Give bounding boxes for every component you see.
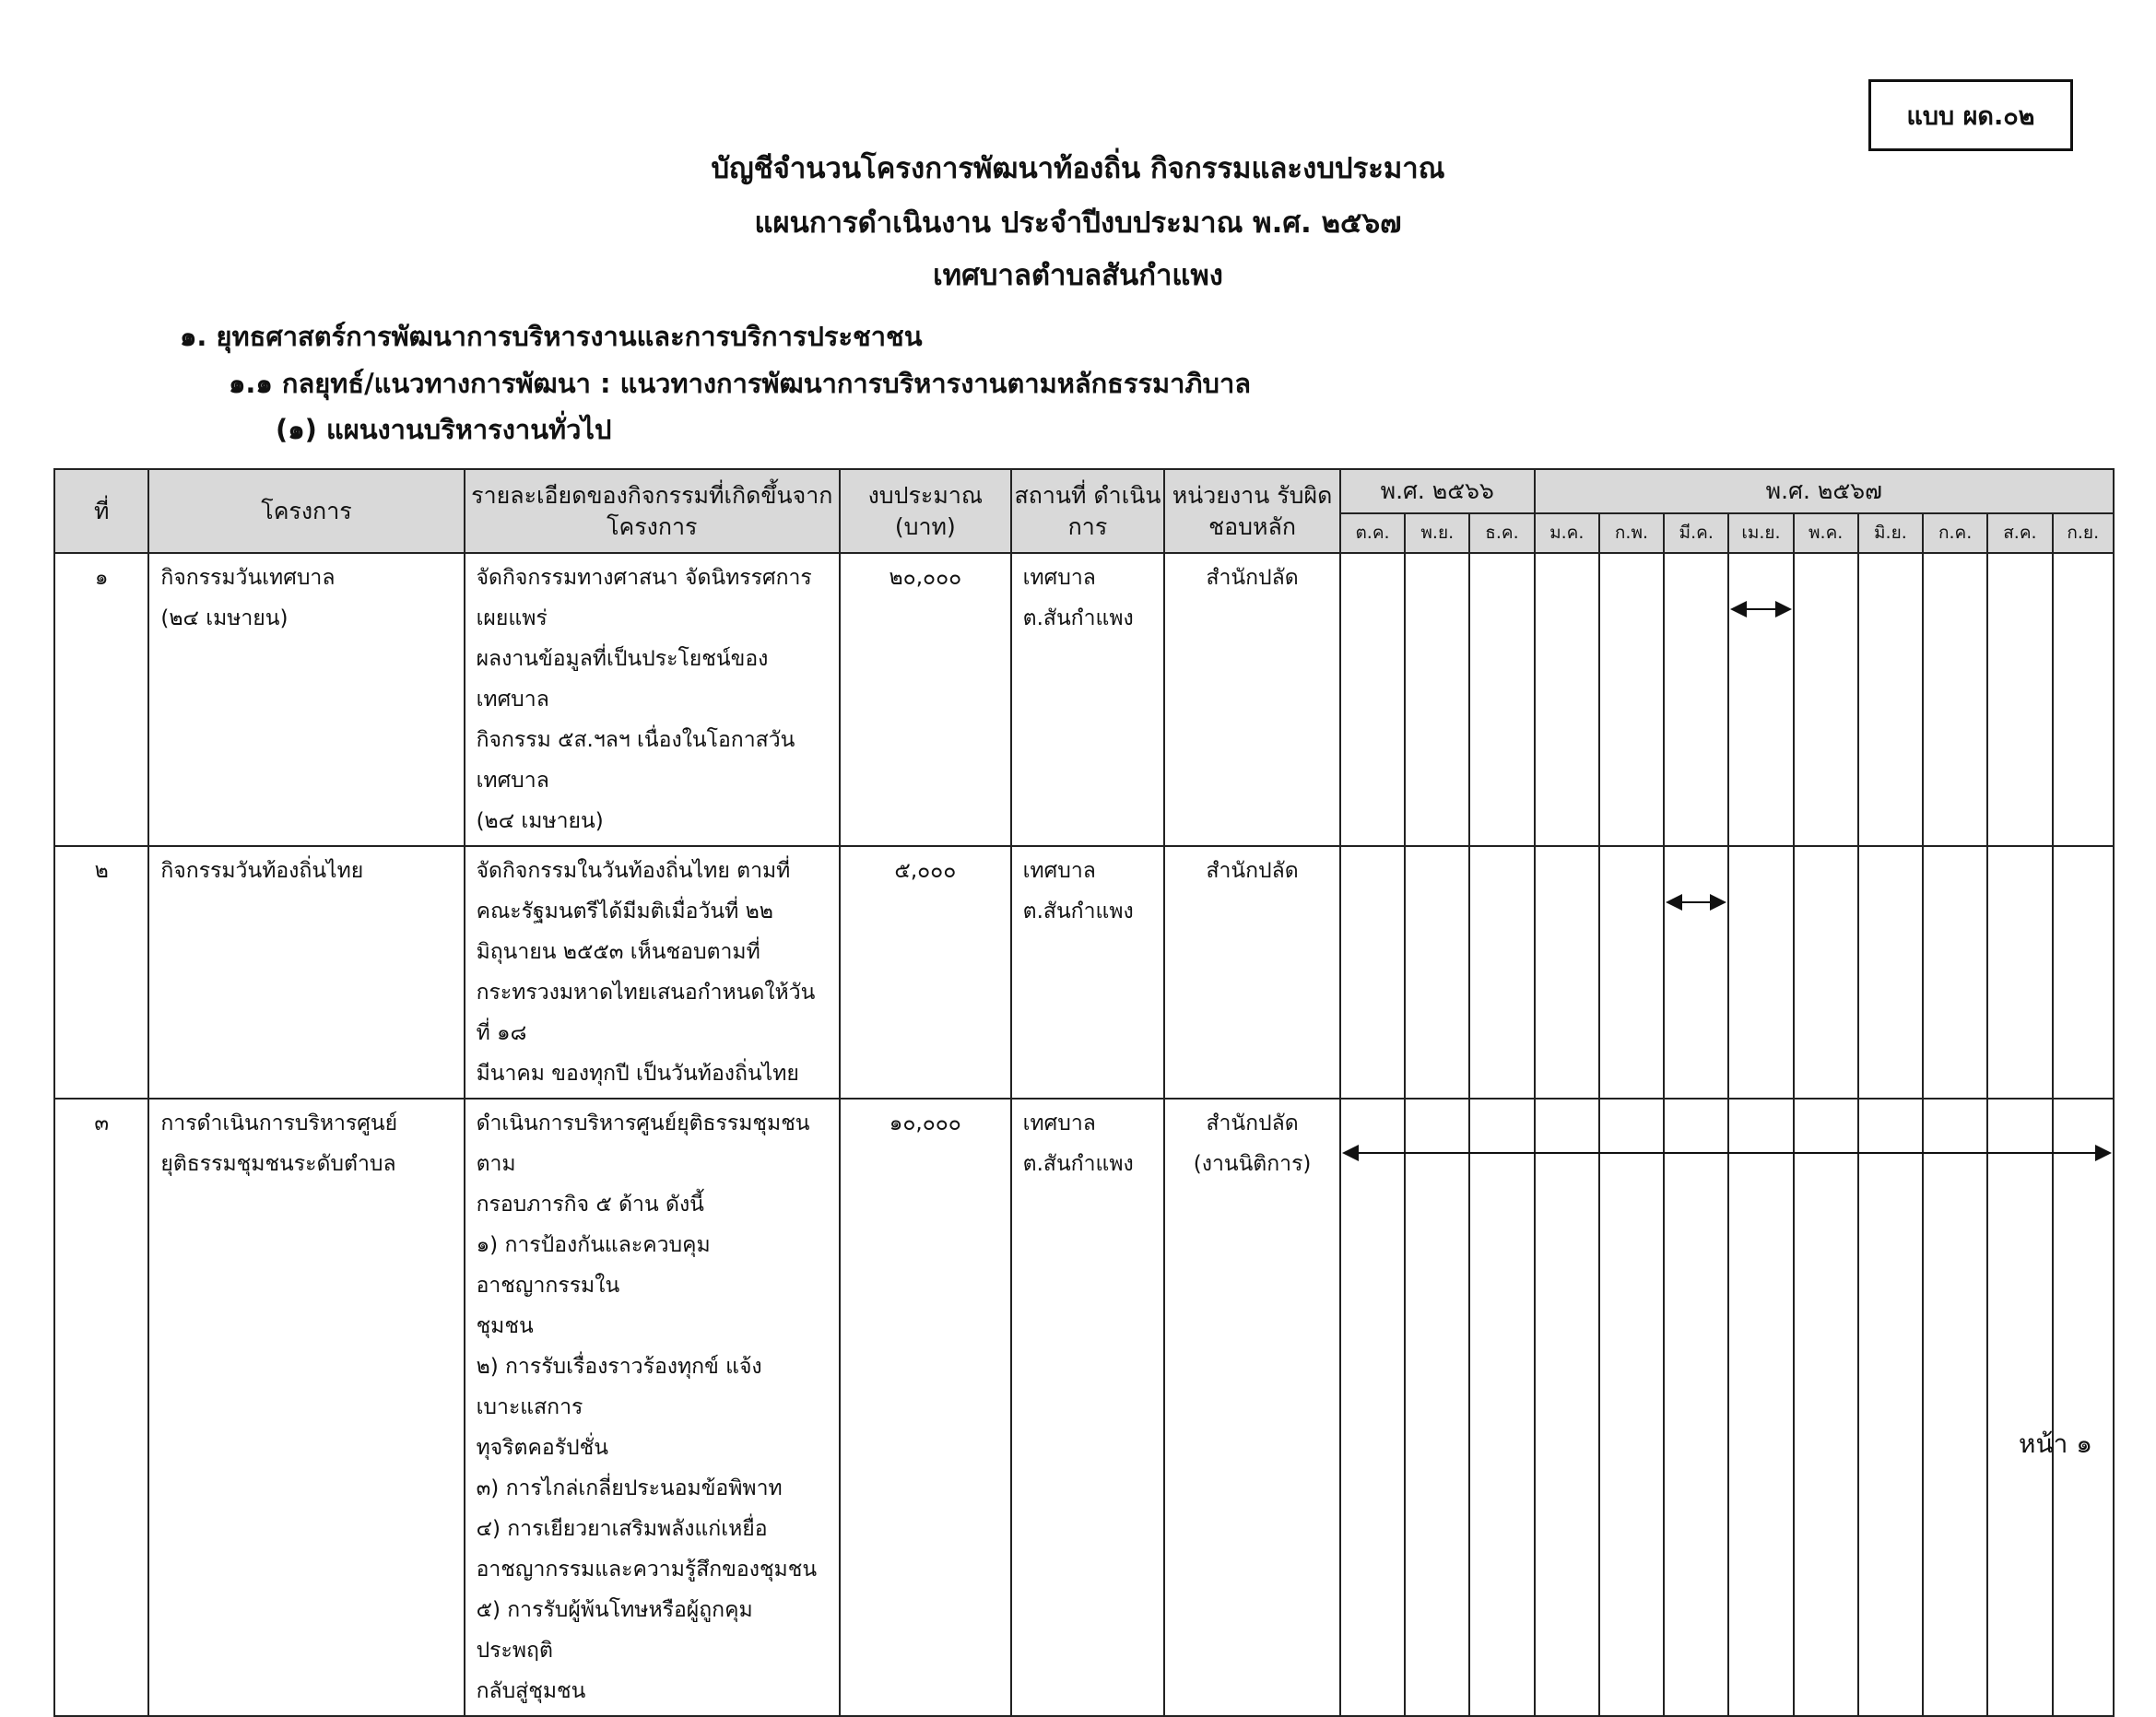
month-cell [1340, 846, 1405, 1099]
project-line: ยุติธรรมชุมชนระดับตำบล [160, 1152, 396, 1176]
detail-line: ชุมชน [476, 1314, 534, 1338]
month-cell [1340, 553, 1405, 846]
project-line: การดำเนินการบริหารศูนย์ [160, 1111, 398, 1135]
header-month: มี.ค. [1664, 513, 1728, 553]
place-line: ต.สันกำแพง [1022, 606, 1134, 630]
month-cell [1794, 553, 1858, 846]
project-cell [148, 1099, 464, 1716]
row-number: ๓ [54, 1099, 148, 1716]
month-cell [1858, 1099, 1923, 1716]
detail-cell [465, 553, 840, 846]
detail-line: ๔) การเยียวยาเสริมพลังแก่เหยื่อ [476, 1517, 768, 1541]
header-budget: งบประมาณ (บาท) [840, 469, 1011, 553]
project-cell [148, 553, 464, 846]
detail-line: มิถุนายน ๒๕๕๓ เห็นชอบตามที่ [476, 940, 760, 964]
unit-line: สำนักปลัด [1206, 566, 1299, 590]
detail-line: กระทรวงมหาดไทยเสนอกำหนดให้วันที่ ๑๘ [476, 981, 816, 1045]
month-cell [1987, 846, 2052, 1099]
project-line: กิจกรรมวันท้องถิ่นไทย [160, 859, 364, 883]
detail-cell [465, 1099, 840, 1716]
header-month: พ.ย. [1405, 513, 1469, 553]
month-cell [1728, 553, 1793, 846]
place-cell [1011, 846, 1165, 1099]
month-cell [1923, 553, 1987, 846]
form-code-box: แบบ ผด.๐๒ [1868, 79, 2073, 151]
place-line: ต.สันกำแพง [1022, 900, 1134, 923]
plan-heading: (๑) แผนงานบริหารงานทั่วไป [276, 414, 612, 445]
month-cell [1664, 846, 1728, 1099]
header-place: สถานที่ ดำเนินการ [1011, 469, 1165, 553]
month-cell [1599, 553, 1664, 846]
unit-cell [1164, 846, 1340, 1099]
detail-line: กิจกรรม ๕ส.ฯลฯ เนื่องในโอกาสวันเทศบาล [476, 728, 795, 793]
project-plan-table [53, 468, 2115, 1717]
header-project: โครงการ [148, 469, 464, 553]
detail-line: ผลงานข้อมูลที่เป็นประโยชน์ของเทศบาล [476, 647, 769, 711]
detail-line: ๕) การรับผู้พ้นโทษหรือผู้ถูกคุมประพฤติ [476, 1598, 753, 1663]
detail-line: ๓) การไกล่เกลี่ยประนอมข้อพิพาท [476, 1476, 783, 1500]
schedule-arrow [1732, 608, 1789, 610]
month-cell [1405, 846, 1469, 1099]
document-title-line-2: แผนการดำเนินงาน ประจำปีงบประมาณ พ.ศ. ๒๕๖๗ [754, 206, 1402, 240]
unit-cell [1164, 1099, 1340, 1716]
schedule-arrow [1667, 901, 1725, 903]
page-number: หน้า ๑ [2019, 1429, 2092, 1459]
budget-cell: ๑๐,๐๐๐ [840, 1099, 1011, 1716]
month-cell [1664, 1099, 1728, 1716]
document-title-line-1: บัญชีจำนวนโครงการพัฒนาท้องถิ่น กิจกรรมและงบประมาณ [711, 152, 1445, 185]
project-cell [148, 846, 464, 1099]
month-cell [1405, 553, 1469, 846]
document-title-line-3: เทศบาลตำบลสันกำแพง [933, 259, 1223, 292]
month-cell [1923, 1099, 1987, 1716]
header-month: ก.ค. [1923, 513, 1987, 553]
detail-line: มีนาคม ของทุกปี เป็นวันท้องถิ่นไทย [476, 1062, 799, 1086]
detail-line: จัดกิจกรรมทางศาสนา จัดนิทรรศการเผยแพร่ [476, 566, 812, 630]
month-cell [1469, 553, 1534, 846]
header-month: มิ.ย. [1858, 513, 1923, 553]
month-cell [2053, 553, 2115, 846]
month-cell [1923, 846, 1987, 1099]
header-month: ธ.ค. [1469, 513, 1534, 553]
month-cell [1405, 1099, 1469, 1716]
detail-line: ๑) การป้องกันและควบคุมอาชญากรรมใน [476, 1233, 711, 1298]
row-number: ๒ [54, 846, 148, 1099]
header-unit: หน่วยงาน รับผิดชอบหลัก [1164, 469, 1340, 553]
detail-line: ทุจริตคอรัปชั่น [476, 1436, 608, 1460]
place-line: ต.สันกำแพง [1022, 1152, 1134, 1176]
month-cell [1599, 1099, 1664, 1716]
unit-cell [1164, 553, 1340, 846]
month-cell [1987, 553, 2052, 846]
place-line: เทศบาล [1022, 1111, 1096, 1135]
month-cell [1858, 553, 1923, 846]
table-row [54, 553, 2114, 846]
header-month: ก.ย. [2053, 513, 2115, 553]
month-cell [2053, 846, 2115, 1099]
month-cell [1535, 553, 1599, 846]
month-cell [1664, 553, 1728, 846]
approach-heading: ๑.๑ กลยุทธ์/แนวทางการพัฒนา : แนวทางการพัฒนาการบริหารงานตามหลักธรรมาภิบาล [229, 368, 1252, 399]
header-month: ม.ค. [1535, 513, 1599, 553]
unit-line: สำนักปลัด [1206, 1111, 1299, 1135]
budget-cell: ๒๐,๐๐๐ [840, 553, 1011, 846]
header-no: ที่ [54, 469, 148, 553]
month-cell [1794, 846, 1858, 1099]
header-month: ต.ค. [1340, 513, 1405, 553]
project-line: กิจกรรมวันเทศบาล [160, 566, 336, 590]
month-cell [1535, 1099, 1599, 1716]
place-cell [1011, 553, 1165, 846]
month-cell [1469, 846, 1534, 1099]
header-year-2566: พ.ศ. ๒๕๖๖ [1340, 469, 1535, 513]
month-cell [1340, 1099, 1405, 1716]
month-cell [2053, 1099, 2115, 1716]
project-line: (๒๔ เมษายน) [160, 606, 289, 630]
month-cell [1858, 846, 1923, 1099]
detail-line: กลับสู่ชุมชน [476, 1679, 586, 1703]
header-detail: รายละเอียดของกิจกรรมที่เกิดขึ้นจากโครงการ [465, 469, 840, 553]
header-month: ก.พ. [1599, 513, 1664, 553]
month-cell [1728, 1099, 1793, 1716]
header-month: เม.ย. [1728, 513, 1793, 553]
month-cell [1987, 1099, 2052, 1716]
table-row [54, 1099, 2114, 1716]
strategy-heading: ๑. ยุทธศาสตร์การพัฒนาการบริหารงานและการบริการประชาชน [180, 321, 923, 352]
month-cell [1535, 846, 1599, 1099]
detail-cell [465, 846, 840, 1099]
detail-line: คณะรัฐมนตรีได้มีมติเมื่อวันที่ ๒๒ [476, 900, 773, 923]
place-line: เทศบาล [1022, 859, 1096, 883]
detail-line: (๒๔ เมษายน) [476, 809, 604, 833]
unit-line: สำนักปลัด [1206, 859, 1299, 883]
header-month: พ.ค. [1794, 513, 1858, 553]
row-number: ๑ [54, 553, 148, 846]
budget-cell: ๕,๐๐๐ [840, 846, 1011, 1099]
unit-line: (งานนิติการ) [1193, 1152, 1312, 1176]
detail-line: ดำเนินการบริหารศูนย์ยุติธรรมชุมชน ตาม [476, 1111, 810, 1176]
place-cell [1011, 1099, 1165, 1716]
header-year-2567: พ.ศ. ๒๕๖๗ [1535, 469, 2114, 513]
place-line: เทศบาล [1022, 566, 1096, 590]
detail-line: ๒) การรับเรื่องราวร้องทุกข์ แจ้งเบาะแสการ [476, 1355, 762, 1419]
month-cell [1599, 846, 1664, 1099]
month-cell [1469, 1099, 1534, 1716]
header-month: ส.ค. [1987, 513, 2052, 553]
detail-line: กรอบภารกิจ ๕ ด้าน ดังนี้ [476, 1193, 704, 1217]
schedule-arrow [1344, 1152, 2110, 1154]
table-row [54, 846, 2114, 1099]
detail-line: อาชญากรรมและความรู้สึกของชุมชน [476, 1558, 818, 1582]
month-cell [1794, 1099, 1858, 1716]
detail-line: จัดกิจกรรมในวันท้องถิ่นไทย ตามที่ [476, 859, 791, 883]
month-cell [1728, 846, 1793, 1099]
